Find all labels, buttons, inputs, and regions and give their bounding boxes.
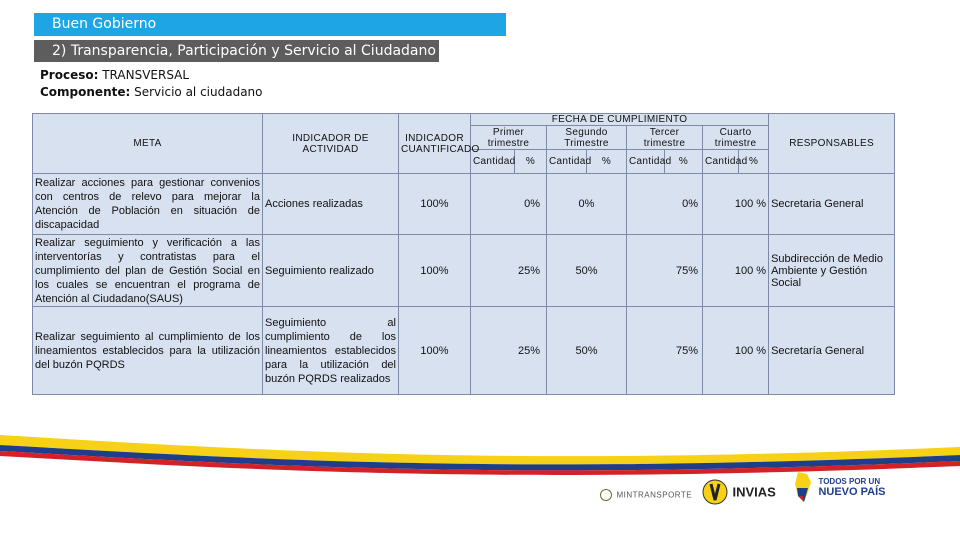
responsable-cell: Secretaría General <box>769 307 895 395</box>
header-q3-pct: % <box>665 150 703 174</box>
header-q4-cantidad: Cantidad <box>703 150 739 174</box>
header-responsables: RESPONSABLES <box>769 114 895 174</box>
responsable-cell: Secretaria General <box>769 174 895 235</box>
mintransporte-logo <box>600 486 692 504</box>
meta-cell: Realizar acciones para gestionar convenios con centros de relevo para mejorar la Atención de Población en situación de discapacidad <box>33 174 263 235</box>
q2-cell: 50% <box>547 307 627 395</box>
cuantificado-cell: 100% <box>399 174 471 235</box>
header-meta: META <box>33 114 263 174</box>
indicador-cell: Acciones realizadas <box>263 174 399 235</box>
indicador-cell: Seguimiento al cumplimiento de los lineamientos establecidos para la utilización del buzón PQRDS realizados <box>263 307 399 395</box>
subsection-title: 2) Transparencia, Participación y Servicio al Ciudadano <box>34 40 439 62</box>
mintransporte-text: MINTRANSPORTE <box>616 490 693 500</box>
header-fecha-cumplimiento: FECHA DE CUMPLIMIENTO <box>471 114 769 126</box>
meta-cell: Realizar seguimiento al cumplimiento de los lineamientos establecidos para la utilización del buzón PQRDS <box>33 307 263 395</box>
proceso-line <box>40 68 189 82</box>
header-q3: Tercer trimestre <box>627 126 703 150</box>
header-q1: Primer trimestre <box>471 126 547 150</box>
table-row <box>33 235 895 307</box>
componente-line <box>40 85 263 99</box>
slogan-line2: NUEVO PAÍS <box>818 486 886 498</box>
q4-cell: 100 % <box>703 235 769 307</box>
colombia-map-icon <box>792 470 814 504</box>
q1-cell: 0% <box>471 174 547 235</box>
table-row <box>33 307 895 395</box>
header-q1-pct: % <box>515 150 547 174</box>
q4-cell: 100 % <box>703 307 769 395</box>
q2-cell: 0% <box>547 174 627 235</box>
header-indicador-cuantificado: INDICADOR CUANTIFICADO <box>399 114 471 174</box>
q4-cell: 100 % <box>703 174 769 235</box>
header-q2: Segundo Trimestre <box>547 126 627 150</box>
q3-cell: 75% <box>627 235 703 307</box>
shield-icon <box>600 489 612 501</box>
q1-cell: 25% <box>471 235 547 307</box>
slogan-line1: TODOS POR UN <box>818 477 881 486</box>
componente-label: Componente: <box>40 85 131 99</box>
responsable-cell: Subdirección de Medio Ambiente y Gestión Social <box>769 235 895 307</box>
invias-text: INVIAS <box>732 484 776 500</box>
invias-mark-icon <box>702 479 728 505</box>
q3-cell: 0% <box>627 174 703 235</box>
header-q3-cantidad: Cantidad <box>627 150 665 174</box>
proceso-label: Proceso: <box>40 68 99 82</box>
header-q2-pct: % <box>587 150 627 174</box>
section-title: Buen Gobierno <box>34 13 506 36</box>
q3-cell: 75% <box>627 307 703 395</box>
header-indicador-actividad: INDICADOR DE ACTIVIDAD <box>263 114 399 174</box>
header-q4-pct: % <box>739 150 769 174</box>
cuantificado-cell: 100% <box>399 235 471 307</box>
indicador-cell: Seguimiento realizado <box>263 235 399 307</box>
componente-value: Servicio al ciudadano <box>130 85 263 99</box>
table-row <box>33 174 895 235</box>
proceso-value: TRANSVERSAL <box>98 68 190 82</box>
action-plan-table <box>32 113 895 395</box>
header-q4: Cuarto trimestre <box>703 126 769 150</box>
q1-cell: 25% <box>471 307 547 395</box>
cuantificado-cell: 100% <box>399 307 471 395</box>
meta-cell: Realizar seguimiento y verificación a las interventorías y contratistas para el cumplimiento del plan de Gestión Social en los cuales se encuentran el programa de Atención al Ciudadano(SAUS) <box>33 235 263 307</box>
todos-por-un-nuevo-pais-logo <box>792 470 885 504</box>
header-q2-cantidad: Cantidad <box>547 150 587 174</box>
invias-logo <box>702 479 776 505</box>
q2-cell: 50% <box>547 235 627 307</box>
header-q1-cantidad: Cantidad <box>471 150 515 174</box>
